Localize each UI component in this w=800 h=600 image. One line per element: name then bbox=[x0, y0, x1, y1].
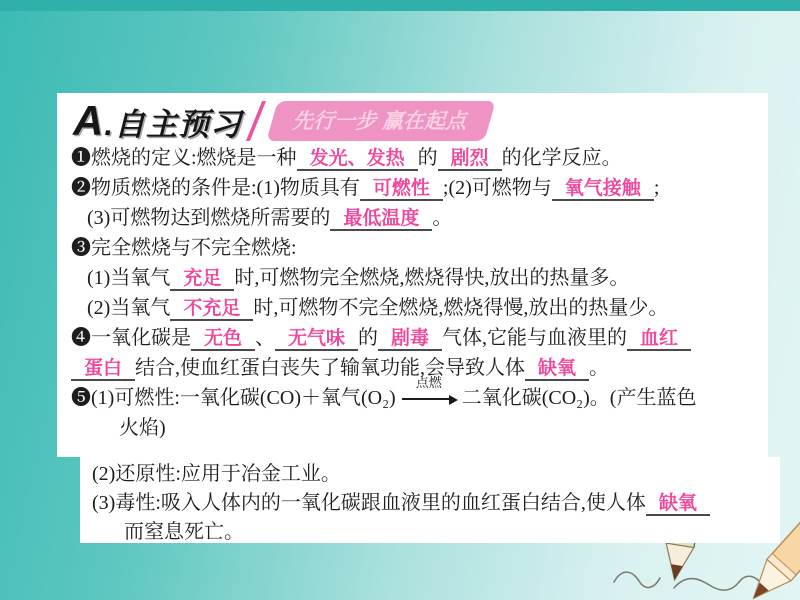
static-text: 火焰) bbox=[119, 417, 166, 439]
static-text: (3)可燃物达到燃烧所需要的 bbox=[87, 207, 331, 229]
static-text: ❶燃烧的定义:燃烧是一种 bbox=[71, 147, 297, 169]
static-text: 的 bbox=[417, 147, 438, 169]
content-card-main bbox=[57, 93, 768, 457]
static-text: 的 bbox=[358, 327, 379, 349]
text-line bbox=[71, 173, 764, 203]
static-text: 。 bbox=[432, 207, 453, 229]
static-text: 气体,它能与血液里的 bbox=[442, 327, 628, 349]
answer-blank: 氧气接触 bbox=[552, 178, 654, 201]
text-line bbox=[80, 460, 780, 489]
answer-blank: 蛋白 bbox=[71, 358, 135, 381]
answer-blank: 不充足 bbox=[170, 298, 253, 321]
answer-blank: 无色 bbox=[191, 328, 255, 351]
static-text: (1)当氧气 bbox=[87, 267, 171, 289]
squiggle-line-icon bbox=[614, 572, 660, 587]
section-header bbox=[73, 97, 490, 144]
static-text: (2)还原性:应用于冶金工业。 bbox=[92, 463, 341, 485]
text-line bbox=[80, 518, 780, 543]
static-text: ❷物质燃烧的条件是:(1)物质具有 bbox=[71, 177, 360, 199]
slogan-badge bbox=[266, 101, 495, 141]
answer-blank: 充足 bbox=[170, 268, 234, 291]
text-line bbox=[71, 203, 764, 233]
text-line bbox=[71, 143, 764, 173]
section-title-text: .自主预习 bbox=[104, 107, 242, 142]
static-text: (3)毒性:吸入人体内的一氧化碳跟血液里的血红蛋白结合,使人体 bbox=[92, 492, 646, 514]
answer-blank: 剧烈 bbox=[438, 148, 502, 171]
answer-blank: 最低温度 bbox=[330, 208, 432, 231]
notes-block-main bbox=[71, 143, 764, 443]
answer-blank: 发光、发热 bbox=[297, 148, 418, 171]
reaction-condition-label: 点燃 bbox=[415, 375, 442, 390]
static-text: 时,可燃物不完全燃烧,燃烧得慢,放出的热量少。 bbox=[253, 297, 669, 319]
static-text: 时,可燃物完全燃烧,燃烧得快,放出的热量多。 bbox=[234, 267, 630, 289]
static-text: ;(2)可燃物与 bbox=[442, 177, 552, 199]
answer-blank: 无气味 bbox=[275, 328, 358, 351]
text-line bbox=[71, 413, 764, 443]
static-text: 而窒息死亡。 bbox=[124, 521, 244, 543]
static-text: 的化学反应。 bbox=[501, 147, 622, 169]
static-text: 。 bbox=[589, 357, 610, 379]
static-text: 二氧化碳(CO₂)。(产生蓝色 bbox=[461, 387, 697, 409]
text-line bbox=[71, 263, 764, 293]
notes-block-lower bbox=[80, 457, 780, 543]
static-text: 结合,使血红蛋白丧失了输氧功能,会导致人体 bbox=[135, 357, 526, 379]
static-text: ; bbox=[653, 177, 660, 199]
text-line bbox=[71, 293, 764, 323]
section-title-letter: A bbox=[73, 97, 105, 144]
text-line bbox=[71, 233, 764, 263]
text-line bbox=[71, 323, 764, 353]
reaction-arrow-icon bbox=[402, 375, 456, 403]
answer-blank: 可燃性 bbox=[360, 178, 443, 201]
static-text: ❺(1)可燃性:一氧化碳(CO)＋氧气(O₂) bbox=[71, 387, 396, 409]
answer-blank: 缺氧 bbox=[646, 493, 710, 516]
static-text: ❸完全燃烧与不完全燃烧: bbox=[71, 237, 297, 259]
answer-blank: 剧毒 bbox=[378, 328, 442, 351]
section-title bbox=[73, 97, 242, 145]
text-line bbox=[80, 489, 780, 518]
slogan-badge-label: 先行一步 赢在起点 bbox=[290, 110, 471, 133]
answer-blank: 缺氧 bbox=[525, 358, 589, 381]
top-teal-strip bbox=[0, 0, 800, 11]
slash-divider-icon bbox=[246, 101, 266, 141]
content-card-lower bbox=[80, 457, 780, 543]
static-text: 、 bbox=[255, 327, 276, 349]
static-text: (2)当氧气 bbox=[87, 297, 171, 319]
answer-blank: 血红 bbox=[627, 328, 691, 351]
text-line bbox=[71, 375, 764, 413]
static-text: ❹一氧化碳是 bbox=[71, 327, 191, 349]
